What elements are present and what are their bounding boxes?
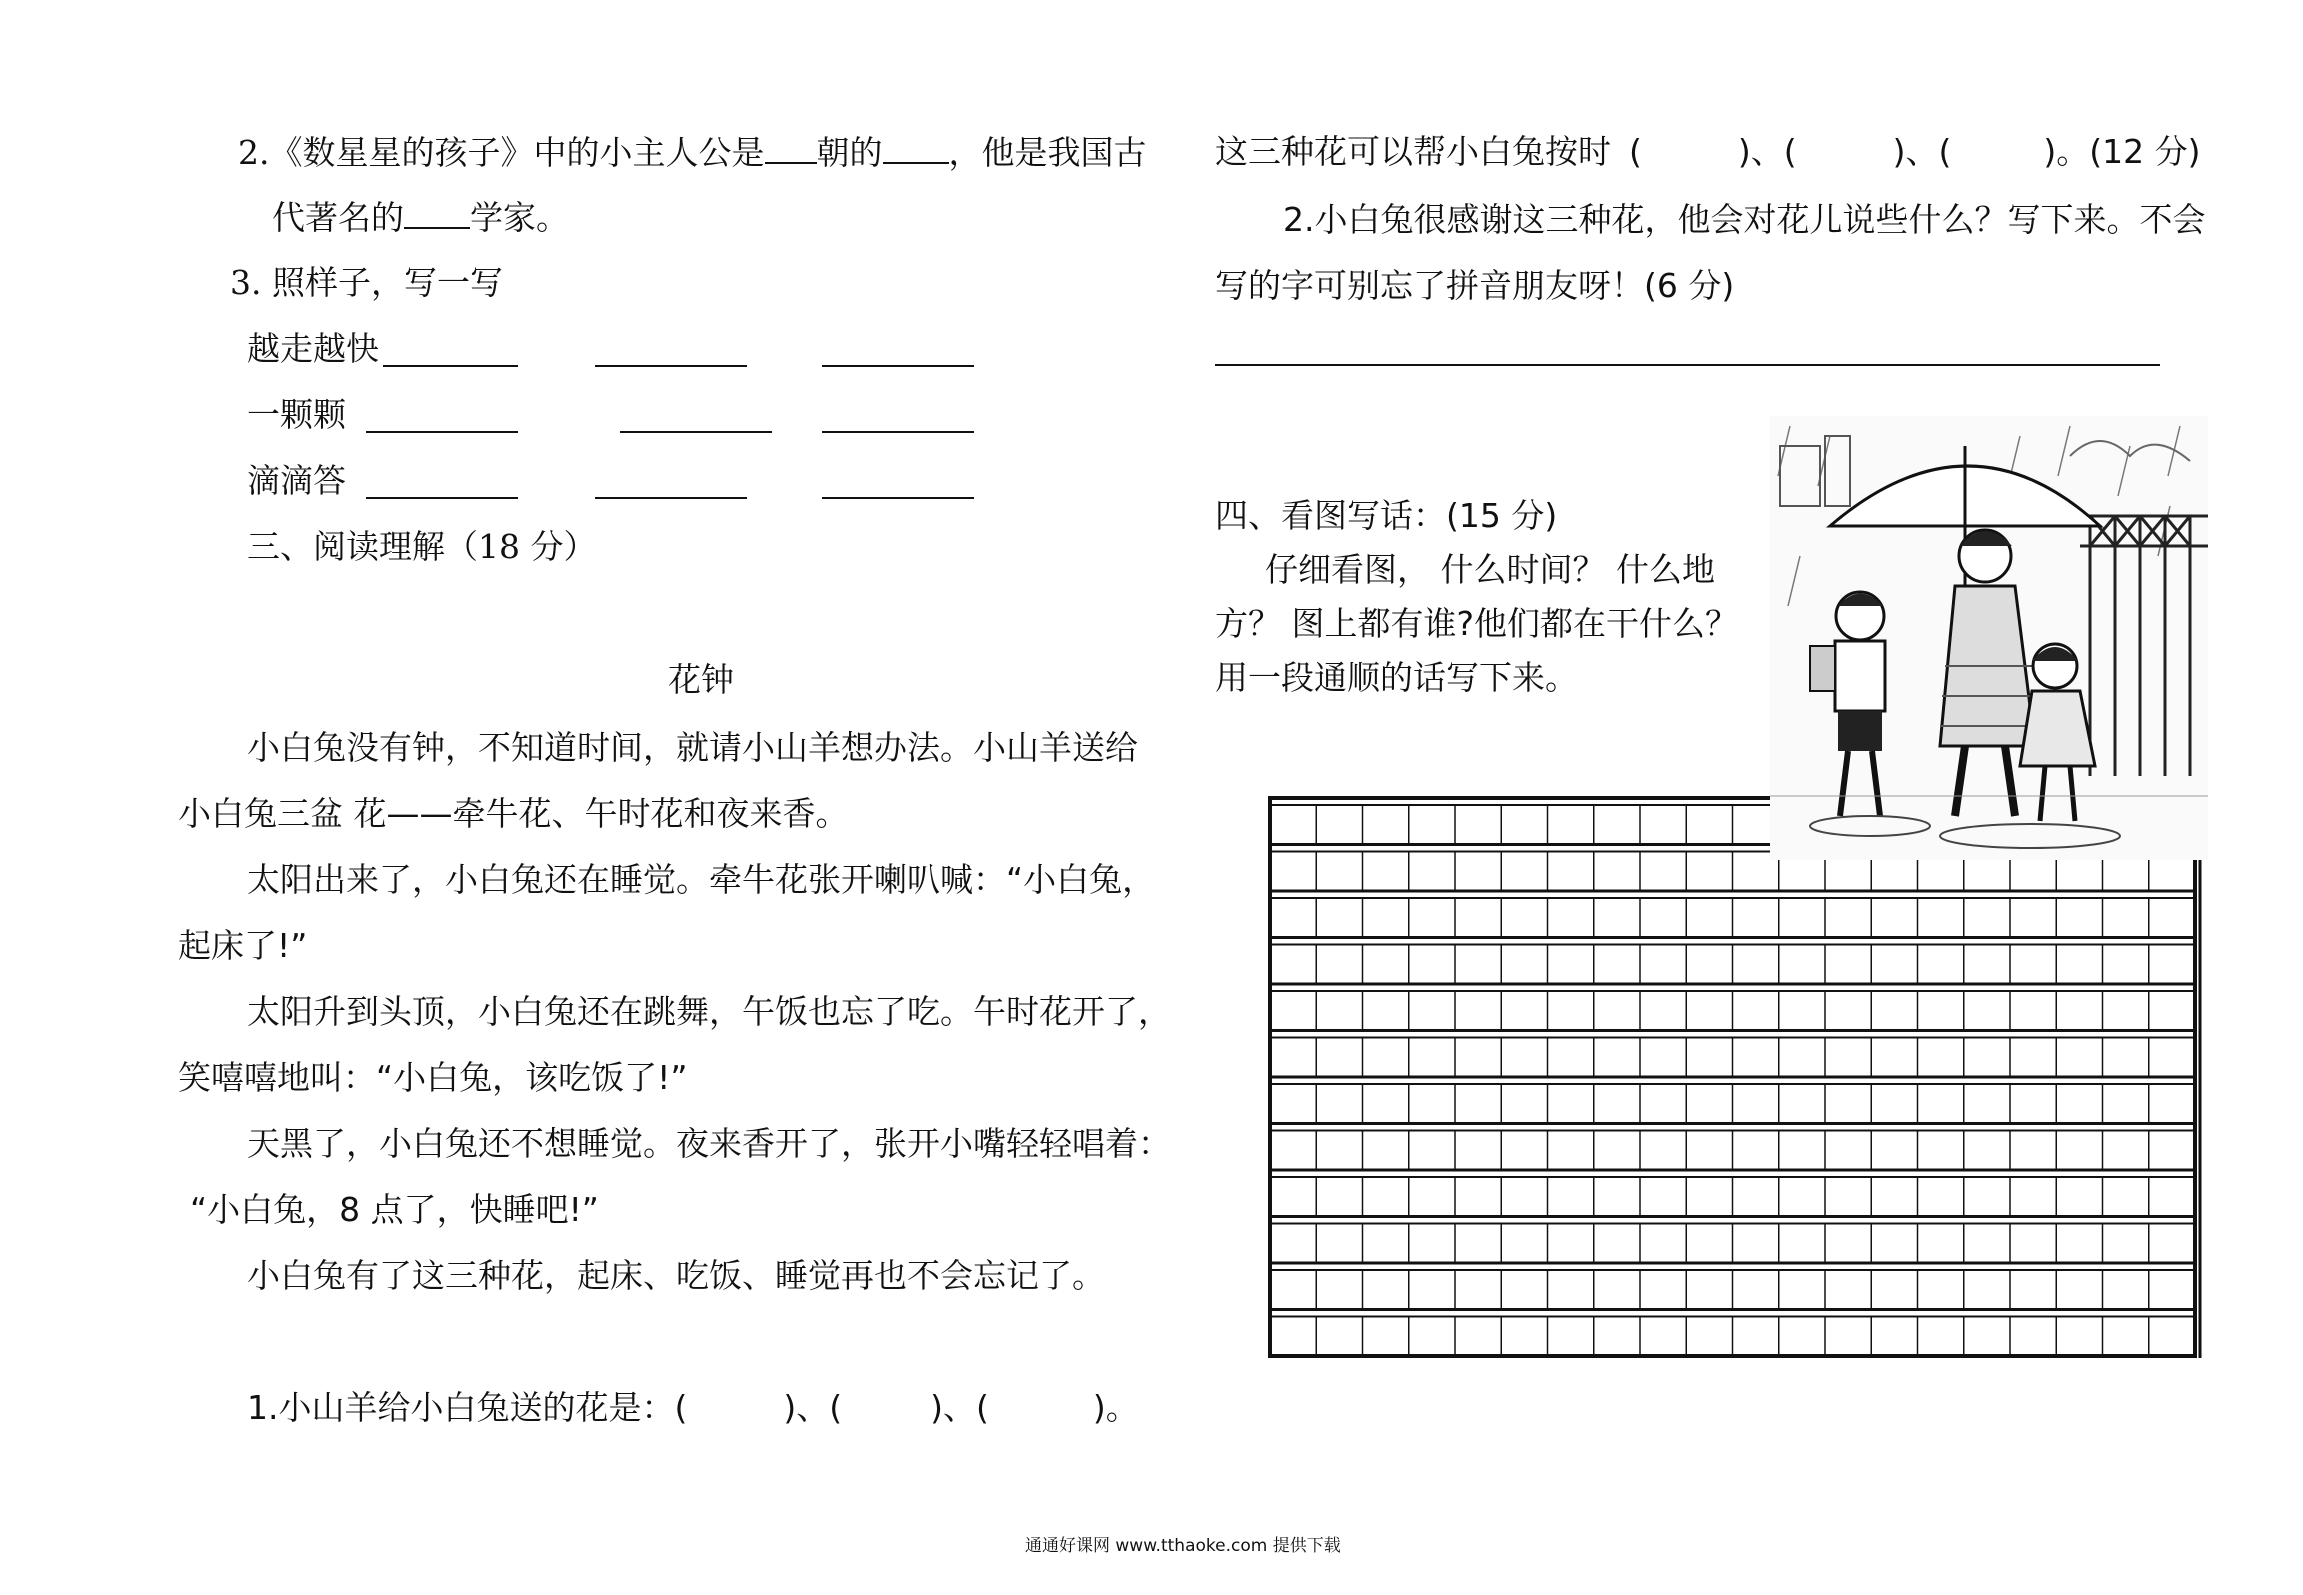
- paren-open: (: [976, 1388, 989, 1427]
- answer-line[interactable]: [595, 365, 747, 367]
- q2-text-d: 代著名的: [272, 198, 404, 237]
- q1-cont-text: 这三种花可以帮小白兔按时: [1215, 132, 1611, 171]
- paren-close: ): [783, 1388, 797, 1427]
- passage-p2-line1: 太阳出来了，小白兔还在睡觉。牵牛花张开喇叭喊：“小白兔，: [247, 860, 1156, 899]
- q3-example-2: 一颗颗: [247, 395, 346, 434]
- q2-text-e: 学家。: [470, 198, 569, 237]
- blank-field[interactable]: [404, 197, 470, 229]
- answer-line[interactable]: [595, 497, 747, 499]
- blank-dynasty[interactable]: [765, 132, 817, 164]
- paren-close: ): [930, 1388, 943, 1427]
- period: 。: [1105, 1388, 1139, 1427]
- separator: 、: [1750, 132, 1784, 171]
- answer-line[interactable]: [822, 497, 974, 499]
- passage-p5-line1: 小白兔有了这三种花，起床、吃饭、睡觉再也不会忘记了。: [247, 1256, 1105, 1295]
- footer-credit: 通通好课网 www.tthaoke.com 提供下载: [1025, 1536, 1341, 1556]
- paren-open: (: [829, 1388, 843, 1427]
- passage-p1-line2: 小白兔三盆 花——牵牛花、午时花和夜来香。: [178, 794, 849, 833]
- reading-q1-continued: [1215, 132, 2200, 172]
- q3-title: 3. 照样子，写一写: [230, 263, 503, 302]
- paren-close: ): [1737, 132, 1751, 171]
- paren-open: (: [1629, 132, 1642, 171]
- q2-text-c: ，他是我国古: [948, 133, 1147, 172]
- passage-p4-line2: “小白兔，8 点了，快睡吧!”: [190, 1190, 599, 1229]
- answer-line[interactable]: [383, 365, 518, 367]
- paren-open: (: [674, 1388, 688, 1427]
- reading-q2-line2: 写的字可别忘了拼音朋友呀！(6 分): [1215, 266, 1735, 305]
- passage-p3-line1: 太阳升到头顶，小白兔还在跳舞，午饭也忘了吃。午时花开了，: [247, 992, 1171, 1031]
- score: 。(12 分): [2056, 132, 2201, 171]
- passage-p4-line1: 天黑了，小白兔还不想睡觉。夜来香开了，张开小嘴轻轻唱着：: [247, 1124, 1171, 1163]
- passage-title: 花钟: [668, 660, 734, 699]
- paren-open: (: [1783, 132, 1797, 171]
- section4-instruction-line3: 用一段通顺的话写下来。: [1215, 658, 1578, 697]
- paren-close: ): [1892, 132, 1906, 171]
- separator: 、: [796, 1388, 830, 1427]
- answer-line[interactable]: [366, 497, 518, 499]
- q2-line2: [272, 197, 569, 238]
- q2-line1: [238, 132, 1147, 173]
- reading-q1: [247, 1388, 1139, 1428]
- q2-text-a: 2.《数星星的孩子》中的小主人公是: [238, 133, 765, 172]
- answer-line[interactable]: [366, 431, 518, 433]
- separator: 、: [943, 1388, 976, 1427]
- writing-grid-lines: [1268, 796, 2208, 1376]
- blank-name[interactable]: [883, 132, 949, 164]
- paren-open: (: [1938, 132, 1952, 171]
- section3-title: 三、阅读理解（18 分）: [247, 527, 597, 566]
- reading-q2-line1: 2.小白兔很感谢这三种花，他会对花儿说些什么？写下来。不会: [1283, 200, 2206, 239]
- reading-q1-text: 1.小山羊给小白兔送的花是：: [247, 1388, 675, 1427]
- writing-grid[interactable]: [1268, 796, 2208, 1376]
- answer-line[interactable]: [822, 431, 974, 433]
- answer-line[interactable]: [822, 365, 974, 367]
- passage-p1-line1: 小白兔没有钟，不知道时间，就请小山羊想办法。小山羊送给: [247, 728, 1138, 767]
- paren-close: ): [1092, 1388, 1106, 1427]
- section4-instruction-line2: 方？ 图上都有谁?他们都在干什么？: [1215, 604, 1739, 643]
- paren-close: ): [2043, 132, 2057, 171]
- rain-umbrella-family-illustration-icon: [1770, 416, 2208, 860]
- separator: 、: [1905, 132, 1939, 171]
- passage-p3-line2: 笑嘻嘻地叫：“小白兔，该吃饭了!”: [178, 1058, 688, 1097]
- section4-title: 四、看图写话：(15 分): [1215, 496, 1558, 535]
- passage-p2-line2: 起床了!”: [178, 926, 308, 965]
- q3-example-3: 滴滴答: [247, 461, 346, 500]
- q2-text-b: 朝的: [816, 133, 883, 172]
- q3-example-1: 越走越快: [247, 329, 379, 368]
- reading-q2-answer-line[interactable]: [1215, 364, 2160, 366]
- section4-instruction-line1: 仔细看图， 什么时间？ 什么地: [1265, 550, 1715, 589]
- answer-line[interactable]: [620, 431, 772, 433]
